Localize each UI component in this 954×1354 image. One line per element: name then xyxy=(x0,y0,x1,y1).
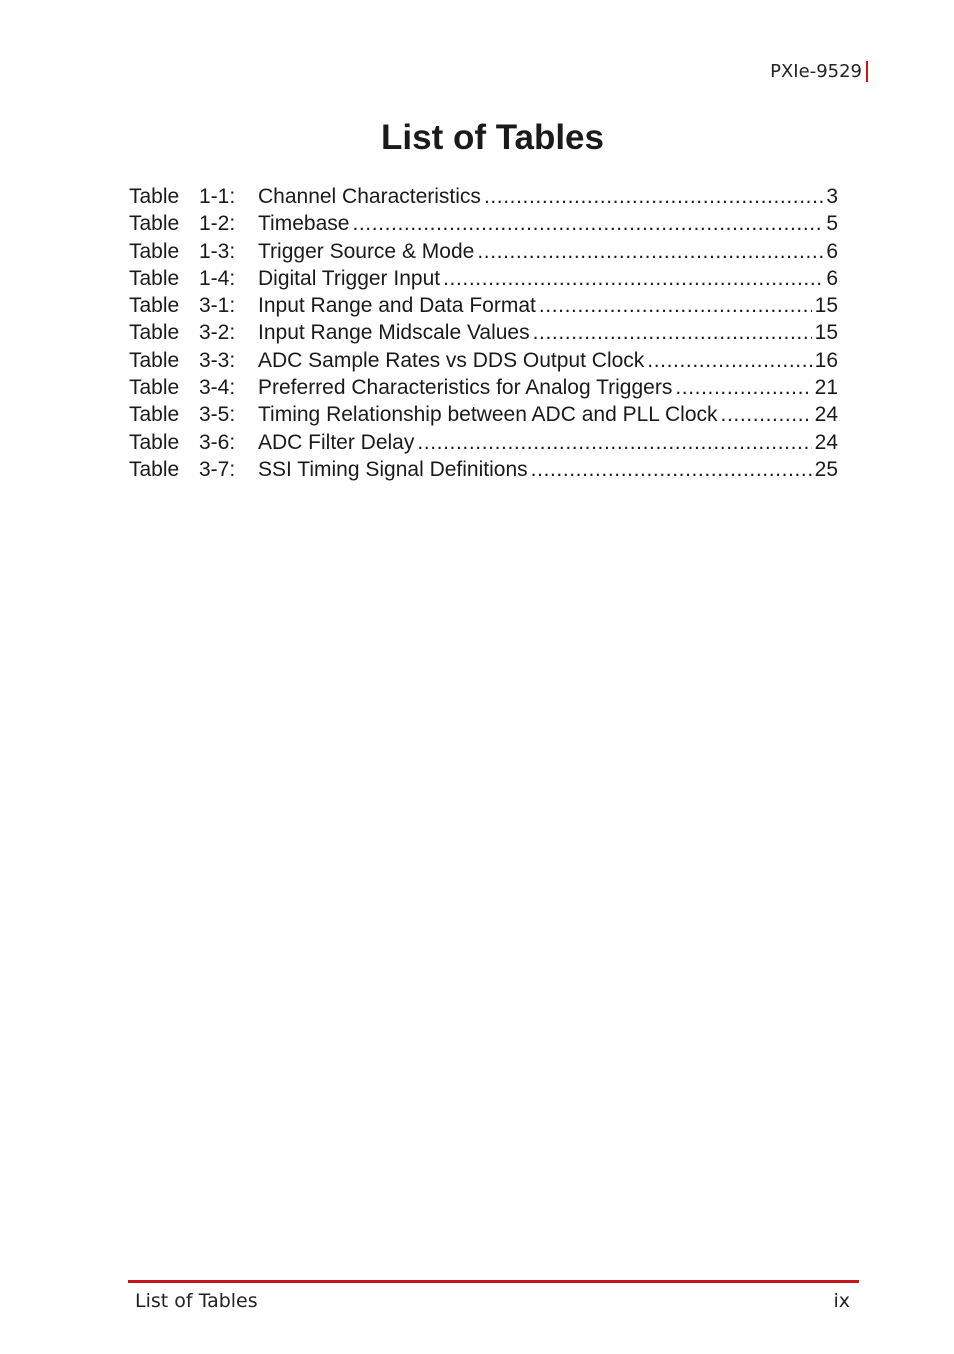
dot-leader xyxy=(531,456,812,483)
dot-leader xyxy=(477,238,823,265)
toc-entry-title[interactable]: Timebase xyxy=(258,212,350,236)
toc-entry-number: 3-5: xyxy=(199,403,236,427)
toc-entry[interactable] xyxy=(129,183,838,210)
dot-leader xyxy=(539,292,812,319)
dot-leader xyxy=(675,374,811,401)
toc-entry-page[interactable]: 24 xyxy=(814,403,838,427)
toc-entry[interactable] xyxy=(129,292,838,319)
toc-entry[interactable] xyxy=(129,401,838,428)
running-header xyxy=(770,61,868,82)
toc-entry[interactable] xyxy=(129,347,838,374)
toc-entry-title[interactable]: Channel Characteristics xyxy=(258,185,481,208)
toc-entry-page[interactable]: 24 xyxy=(814,430,838,454)
toc-entry[interactable] xyxy=(129,429,838,456)
dot-leader xyxy=(647,347,811,374)
toc-entry-page[interactable]: 15 xyxy=(814,294,838,318)
toc-entry-number: 3-3: xyxy=(199,348,236,372)
toc-entry-prefix: Table xyxy=(129,376,180,400)
table-of-contents-list xyxy=(129,183,838,483)
toc-entry-title[interactable]: Input Range and Data Format xyxy=(258,294,536,318)
toc-entry-number: 3-4: xyxy=(199,376,236,400)
toc-entry-page[interactable]: 16 xyxy=(814,348,838,372)
toc-entry-prefix: Table xyxy=(129,266,180,290)
toc-entry-prefix: Table xyxy=(129,403,180,427)
toc-entry-prefix: Table xyxy=(129,212,180,236)
dot-leader xyxy=(533,319,812,346)
toc-entry-prefix: Table xyxy=(129,457,180,481)
dot-leader xyxy=(417,429,811,456)
toc-entry-page[interactable]: 15 xyxy=(814,321,838,345)
toc-entry-title[interactable]: ADC Filter Delay xyxy=(258,430,415,454)
toc-entry-page[interactable]: 6 xyxy=(826,266,838,290)
toc-entry[interactable] xyxy=(129,456,838,483)
toc-entry[interactable] xyxy=(129,210,838,237)
toc-entry[interactable] xyxy=(129,319,838,346)
toc-entry-number: 3-6: xyxy=(199,430,236,454)
toc-entry-prefix: Table xyxy=(129,185,180,208)
toc-entry-page[interactable]: 5 xyxy=(826,212,838,236)
toc-entry[interactable] xyxy=(129,238,838,265)
toc-entry-title[interactable]: Preferred Characteristics for Analog Triggers xyxy=(258,376,673,400)
header-accent-bar xyxy=(866,61,868,82)
toc-entry-number: 3-1: xyxy=(199,294,236,318)
toc-entry[interactable] xyxy=(129,374,838,401)
toc-entry-number: 1-2: xyxy=(199,212,236,236)
document-id: PXIe-9529 xyxy=(770,61,862,82)
toc-entry-number: 1-3: xyxy=(199,239,236,263)
toc-entry-title[interactable]: Digital Trigger Input xyxy=(258,266,441,290)
toc-entry-page[interactable]: 6 xyxy=(826,239,838,263)
toc-entry-page[interactable]: 21 xyxy=(814,376,838,400)
toc-entry-title[interactable]: ADC Sample Rates vs DDS Output Clock xyxy=(258,348,645,372)
toc-entry-number: 1-1: xyxy=(199,185,236,208)
toc-entry-prefix: Table xyxy=(129,430,180,454)
toc-entry-page[interactable]: 3 xyxy=(826,185,838,208)
toc-entry[interactable] xyxy=(129,265,838,292)
footer-divider xyxy=(128,1280,859,1283)
toc-entry-prefix: Table xyxy=(129,294,180,318)
toc-entry-title[interactable]: SSI Timing Signal Definitions xyxy=(258,457,528,481)
dot-leader xyxy=(443,265,823,292)
toc-entry-number: 3-7: xyxy=(199,457,236,481)
footer-section-label: List of Tables xyxy=(135,1290,258,1312)
toc-entry-title[interactable]: Timing Relationship between ADC and PLL Clock xyxy=(258,403,718,427)
dot-leader xyxy=(484,183,823,210)
toc-entry-number: 3-2: xyxy=(199,321,236,345)
footer-page-number: ix xyxy=(833,1290,850,1312)
dot-leader xyxy=(352,210,823,237)
toc-entry-prefix: Table xyxy=(129,239,180,263)
toc-entry-prefix: Table xyxy=(129,348,180,372)
toc-entry-number: 1-4: xyxy=(199,266,236,290)
toc-entry-page[interactable]: 25 xyxy=(814,457,838,481)
dot-leader xyxy=(721,401,812,428)
toc-entry-prefix: Table xyxy=(129,321,180,345)
toc-entry-title[interactable]: Input Range Midscale Values xyxy=(258,321,530,345)
toc-entry-title[interactable]: Trigger Source & Mode xyxy=(258,239,475,263)
page-title: List of Tables xyxy=(381,118,604,157)
